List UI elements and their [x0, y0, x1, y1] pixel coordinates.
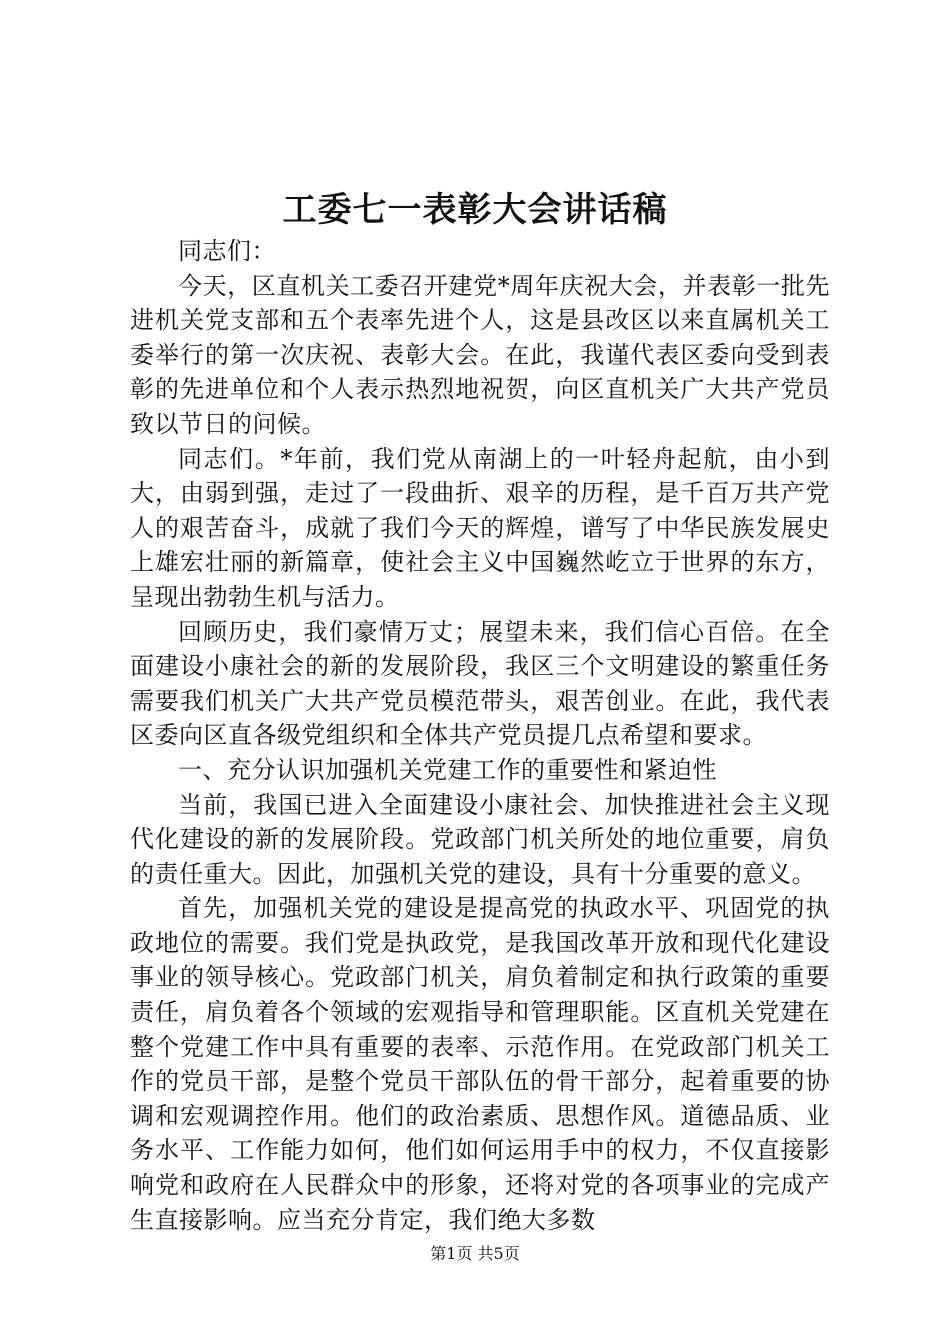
paragraph-opening: 今天，区直机关工委召开建党*周年庆祝大会，并表彰一批先进机关党支部和五个表率先进个人，这是县改区以来直属机关工委举行的第一次庆祝、表彰大会。在此，我谨代表区委向受到表彰的先进单位和个人表示热烈地祝贺，向区直机关广大共产党员致以节日的问候。 [130, 271, 830, 438]
paragraph-outlook: 回顾历史，我们豪情万丈；展望未来，我们信心百倍。在全面建设小康社会的新的发展阶段，我区三个文明建设的繁重任务需要我们机关广大共产党员模范带头，艰苦创业。在此，我代表区委向区直各级党组织和全体共产党员提几点希望和要求。 [130, 617, 830, 750]
paragraph-current-stage: 当前，我国已进入全面建设小康社会、加快推进社会主义现代化建设的新的发展阶段。党政部门机关所处的地位重要，肩负的责任重大。因此，加强机关党的建设，具有十分重要的意义。 [130, 790, 830, 888]
salutation: 同志们： [178, 237, 276, 265]
section-heading-1: 一、充分认识加强机关党建工作的重要性和紧迫性 [178, 755, 717, 784]
page-number: 第1页 共5页 [430, 1244, 520, 1263]
paragraph-history: 同志们。*年前，我们党从南湖上的一叶轻舟起航，由小到大，由弱到强，走过了一段曲折、艰辛的历程，是千百万共产党人的艰苦奋斗，成就了我们今天的辉煌，谱写了中华民族发展史上雄宏壮丽的新篇章，使社会主义中国巍然屹立于世界的东方，呈现出勃勃生机与活力。 [130, 444, 830, 611]
page-title: 工委七一表彰大会讲话稿 [282, 190, 668, 230]
document-body [130, 234, 830, 1237]
paragraph-first-point: 首先，加强机关党的建设是提高党的执政水平、巩固党的执政地位的需要。我们党是执政党，是我国改革开放和现代化建设事业的领导核心。党政部门机关，肩负着制定和执行政策的重要责任，肩负着各个领域的宏观指导和管理职能。区直机关党建在整个党建工作中具有重要的表率、示范作用。在党政部门机关工作的党员干部，是整个党员干部队伍的骨干部分，起着重要的协调和宏观调控作用。他们的政治素质、思想作风。道德品质、业务水平、工作能力如何，他们如何运用手中的权力，不仅直接影响党和政府在人民群众中的形象，还将对党的各项事业的完成产生直接影响。应当充分肯定，我们绝大多数 [130, 894, 830, 1234]
